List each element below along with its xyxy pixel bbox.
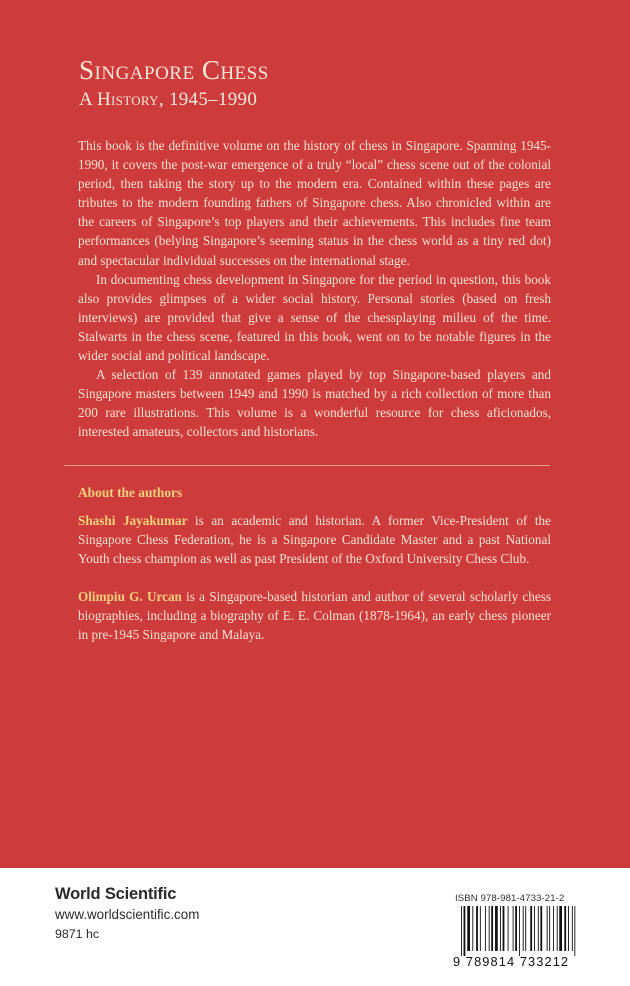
book-description xyxy=(78,136,551,442)
author-bio-text: is a Singapore-based historian and author of several scholarly chess biographies, including a biography of E. E. Colman (1878-1964), an early chess pioneer in pre-1945 Singapore and Malaya. xyxy=(78,589,551,643)
description-paragraph: A selection of 139 annotated games played by top Singapore-based players and Singapore masters between 1949 and 1990 is matched by a rich collection of more than 200 rare illustrations. This volume is a wonderful resource for chess aficionados, interested amateurs, collectors and historians. xyxy=(78,367,551,440)
section-divider xyxy=(64,465,550,466)
author-name: Shashi Jayakumar xyxy=(78,513,188,528)
book-title: Singapore Chess xyxy=(79,55,269,85)
description-paragraph: This book is the definitive volume on the history of chess in Singapore. Spanning 1945-1990, it covers the post-war emergence of a truly “local” chess scene out of the colonial period, then taking the story up to the modern era. Contained within these pages are tributes to the modern founding fathers of Singapore chess. Also chronicled within are the careers of Singapore’s top players and their achievements. This includes fine team performances (belying Singapore’s seeming status in the chess world as a tiny red dot) and spectacular individual successes on the international stage. xyxy=(78,138,551,268)
author-name: Olimpiu G. Urcan xyxy=(78,589,182,604)
publisher-url: www.worldscientific.com xyxy=(55,907,200,922)
edition-code: 9871 hc xyxy=(55,927,100,941)
description-paragraph: In documenting chess development in Singapore for the period in question, this book also provides glimpses of a wider social history. Personal stories (based on fresh interviews) are provided that give a sense of the chessplaying milieu of the time. Stalwarts in the chess scene, featured in this book, went on to be notable figures in the wider social and political landscape. xyxy=(78,271,551,364)
author-bio xyxy=(78,587,551,644)
isbn-label: ISBN 978-981-4733-21-2 xyxy=(455,893,565,904)
barcode-image xyxy=(460,906,584,956)
publisher-name: World Scientific xyxy=(55,885,177,903)
barcode-digits: 9 789814 733212 xyxy=(453,954,570,969)
author-bio xyxy=(78,511,551,568)
book-subtitle: A History, 1945–1990 xyxy=(79,89,258,110)
author-bio-text: is an academic and historian. A former Vice-President of the Singapore Chess Federation, he is a Singapore Candidate Master and a past National Youth chess champion as well as past President of the Oxford University Chess Club. xyxy=(78,513,551,567)
about-authors-heading: About the authors xyxy=(78,485,183,500)
